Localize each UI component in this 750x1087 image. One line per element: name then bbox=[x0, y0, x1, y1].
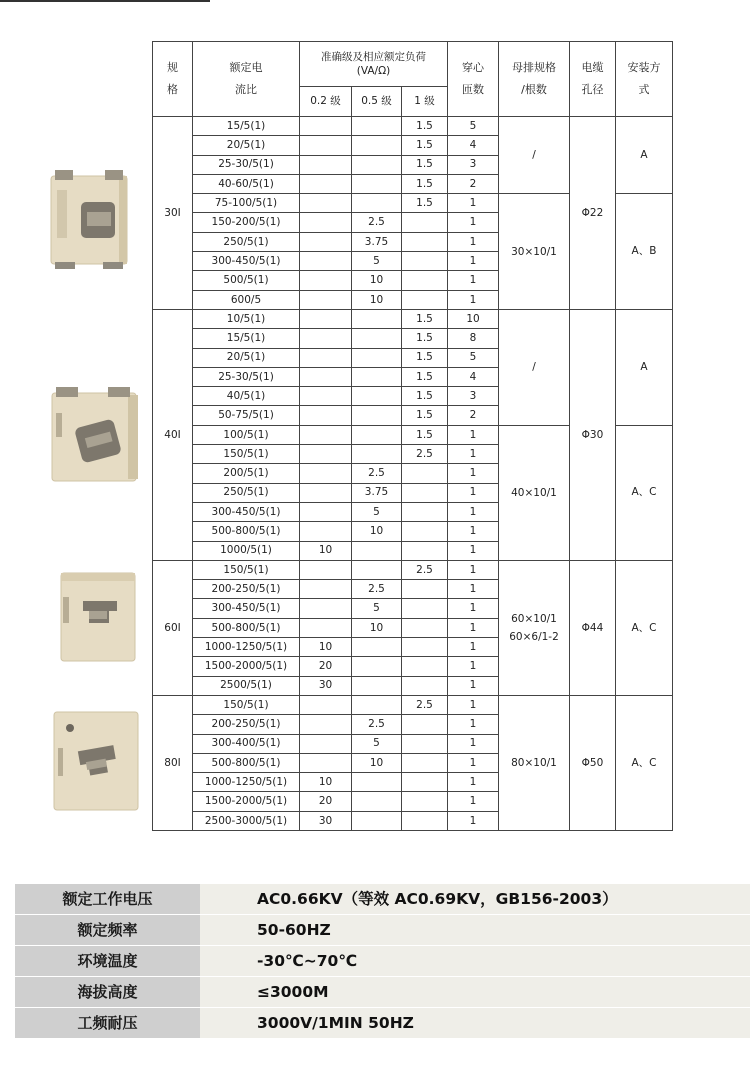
param-label: 额定工作电压 bbox=[15, 884, 200, 914]
ratio-cell: 250/5(1) bbox=[193, 483, 300, 502]
class-1-cell: 1.5 bbox=[402, 174, 448, 193]
ratio-cell: 500-800/5(1) bbox=[193, 753, 300, 772]
ratio-cell: 300-450/5(1) bbox=[193, 252, 300, 271]
ratio-cell: 500-800/5(1) bbox=[193, 522, 300, 541]
class-05-cell bbox=[352, 155, 402, 174]
class-05-cell bbox=[352, 425, 402, 444]
param-label: 海拔高度 bbox=[15, 977, 200, 1007]
turns-cell: 1 bbox=[448, 541, 499, 560]
header-spec: 规 格 bbox=[153, 42, 193, 117]
param-value: 3000V/1MIN 50HZ bbox=[200, 1008, 750, 1038]
ratio-cell: 600/5 bbox=[193, 290, 300, 309]
ratio-cell: 150/5(1) bbox=[193, 695, 300, 714]
param-row bbox=[15, 976, 750, 1007]
header-turns: 穿心 匝数 bbox=[448, 42, 499, 117]
turns-cell: 1 bbox=[448, 252, 499, 271]
param-value: -30℃~70℃ bbox=[200, 946, 750, 976]
ratio-cell: 100/5(1) bbox=[193, 425, 300, 444]
class-1-cell bbox=[402, 676, 448, 695]
ratio-cell: 150/5(1) bbox=[193, 445, 300, 464]
top-rule bbox=[0, 0, 210, 2]
class-05-cell: 3.75 bbox=[352, 232, 402, 251]
turns-cell: 5 bbox=[448, 348, 499, 367]
header-accuracy: 准确级及相应额定负荷 (VA/Ω) bbox=[300, 42, 448, 87]
spec-table bbox=[152, 41, 673, 831]
install-cell: A、C bbox=[616, 425, 673, 560]
turns-cell: 4 bbox=[448, 136, 499, 155]
ratio-cell: 10/5(1) bbox=[193, 309, 300, 328]
class-05-cell: 10 bbox=[352, 290, 402, 309]
class-05-cell bbox=[352, 657, 402, 676]
turns-cell: 1 bbox=[448, 232, 499, 251]
turns-cell: 1 bbox=[448, 445, 499, 464]
class-1-cell bbox=[402, 464, 448, 483]
turns-cell: 5 bbox=[448, 117, 499, 136]
turns-cell: 3 bbox=[448, 155, 499, 174]
class-05-cell bbox=[352, 329, 402, 348]
param-label: 工频耐压 bbox=[15, 1008, 200, 1038]
class-02-cell bbox=[300, 174, 352, 193]
class-05-cell: 10 bbox=[352, 618, 402, 637]
class-02-cell bbox=[300, 406, 352, 425]
class-05-cell: 10 bbox=[352, 522, 402, 541]
model-cell: 40I bbox=[153, 309, 193, 560]
parameter-panel bbox=[15, 883, 750, 1031]
install-cell: A bbox=[616, 309, 673, 425]
model-cell: 30I bbox=[153, 117, 193, 310]
table-row bbox=[153, 117, 673, 136]
ratio-cell: 250/5(1) bbox=[193, 232, 300, 251]
param-row bbox=[15, 914, 750, 945]
class-05-cell: 2.5 bbox=[352, 464, 402, 483]
product-image-80i bbox=[50, 708, 142, 814]
class-05-cell bbox=[352, 194, 402, 213]
class-02-cell bbox=[300, 734, 352, 753]
class-02-cell bbox=[300, 753, 352, 772]
ratio-cell: 300-450/5(1) bbox=[193, 502, 300, 521]
class-05-cell bbox=[352, 695, 402, 714]
turns-cell: 3 bbox=[448, 387, 499, 406]
cable-cell: Φ50 bbox=[570, 695, 616, 830]
turns-cell: 1 bbox=[448, 213, 499, 232]
turns-cell: 1 bbox=[448, 792, 499, 811]
busbar-cell: 80×10/1 bbox=[499, 695, 570, 830]
turns-cell: 4 bbox=[448, 367, 499, 386]
ratio-cell: 50-75/5(1) bbox=[193, 406, 300, 425]
class-02-cell bbox=[300, 329, 352, 348]
header-install: 安装方 式 bbox=[616, 42, 673, 117]
class-02-cell bbox=[300, 695, 352, 714]
class-1-cell bbox=[402, 522, 448, 541]
product-image-40i bbox=[48, 385, 146, 487]
turns-cell: 1 bbox=[448, 560, 499, 579]
product-image-30i bbox=[45, 168, 135, 273]
turns-cell: 1 bbox=[448, 753, 499, 772]
class-1-cell bbox=[402, 252, 448, 271]
ratio-cell: 15/5(1) bbox=[193, 329, 300, 348]
class-02-cell: 10 bbox=[300, 773, 352, 792]
class-02-cell bbox=[300, 445, 352, 464]
ratio-cell: 300-450/5(1) bbox=[193, 599, 300, 618]
table-row bbox=[153, 560, 673, 579]
class-1-cell bbox=[402, 773, 448, 792]
class-1-cell bbox=[402, 811, 448, 830]
class-05-cell bbox=[352, 638, 402, 657]
class-1-cell bbox=[402, 580, 448, 599]
class-1-cell bbox=[402, 715, 448, 734]
class-02-cell bbox=[300, 464, 352, 483]
class-05-cell bbox=[352, 792, 402, 811]
ratio-cell: 1000/5(1) bbox=[193, 541, 300, 560]
ratio-cell: 75-100/5(1) bbox=[193, 194, 300, 213]
ratio-cell: 2500/5(1) bbox=[193, 676, 300, 695]
class-02-cell bbox=[300, 309, 352, 328]
class-1-cell: 1.5 bbox=[402, 194, 448, 213]
class-02-cell bbox=[300, 367, 352, 386]
class-1-cell bbox=[402, 271, 448, 290]
class-1-cell bbox=[402, 734, 448, 753]
class-1-cell bbox=[402, 483, 448, 502]
busbar-cell: 40×10/1 bbox=[499, 425, 570, 560]
ratio-cell: 500-800/5(1) bbox=[193, 618, 300, 637]
turns-cell: 1 bbox=[448, 194, 499, 213]
class-1-cell bbox=[402, 638, 448, 657]
ratio-cell: 40-60/5(1) bbox=[193, 174, 300, 193]
class-02-cell: 30 bbox=[300, 676, 352, 695]
class-1-cell bbox=[402, 792, 448, 811]
class-02-cell bbox=[300, 618, 352, 637]
class-05-cell: 5 bbox=[352, 502, 402, 521]
class-05-cell: 3.75 bbox=[352, 483, 402, 502]
class-02-cell: 20 bbox=[300, 792, 352, 811]
busbar-cell: / bbox=[499, 309, 570, 425]
turns-cell: 1 bbox=[448, 638, 499, 657]
param-label: 环境温度 bbox=[15, 946, 200, 976]
busbar-cell: 60×10/1 60×6/1-2 bbox=[499, 560, 570, 695]
class-02-cell: 30 bbox=[300, 811, 352, 830]
class-05-cell bbox=[352, 445, 402, 464]
header-class-05: 0.5 级 bbox=[352, 87, 402, 117]
class-05-cell: 5 bbox=[352, 734, 402, 753]
class-02-cell bbox=[300, 271, 352, 290]
turns-cell: 1 bbox=[448, 290, 499, 309]
class-1-cell: 1.5 bbox=[402, 348, 448, 367]
ratio-cell: 500/5(1) bbox=[193, 271, 300, 290]
install-cell: A、C bbox=[616, 695, 673, 830]
ratio-cell: 200/5(1) bbox=[193, 464, 300, 483]
class-1-cell bbox=[402, 618, 448, 637]
turns-cell: 1 bbox=[448, 618, 499, 637]
ratio-cell: 1000-1250/5(1) bbox=[193, 638, 300, 657]
class-1-cell: 1.5 bbox=[402, 406, 448, 425]
class-02-cell bbox=[300, 194, 352, 213]
turns-cell: 1 bbox=[448, 483, 499, 502]
class-05-cell bbox=[352, 811, 402, 830]
turns-cell: 1 bbox=[448, 522, 499, 541]
class-1-cell bbox=[402, 290, 448, 309]
class-1-cell bbox=[402, 657, 448, 676]
class-1-cell: 1.5 bbox=[402, 425, 448, 444]
ratio-cell: 15/5(1) bbox=[193, 117, 300, 136]
class-02-cell bbox=[300, 502, 352, 521]
class-1-cell bbox=[402, 502, 448, 521]
install-cell: A、C bbox=[616, 560, 673, 695]
class-02-cell bbox=[300, 387, 352, 406]
ratio-cell: 20/5(1) bbox=[193, 348, 300, 367]
ratio-cell: 1500-2000/5(1) bbox=[193, 792, 300, 811]
turns-cell: 1 bbox=[448, 715, 499, 734]
header-class-1: 1 级 bbox=[402, 87, 448, 117]
turns-cell: 1 bbox=[448, 657, 499, 676]
ratio-cell: 1000-1250/5(1) bbox=[193, 773, 300, 792]
class-02-cell bbox=[300, 522, 352, 541]
product-image-60i bbox=[55, 567, 140, 665]
turns-cell: 1 bbox=[448, 271, 499, 290]
ratio-cell: 25-30/5(1) bbox=[193, 155, 300, 174]
ratio-cell: 150-200/5(1) bbox=[193, 213, 300, 232]
class-05-cell bbox=[352, 541, 402, 560]
class-02-cell bbox=[300, 425, 352, 444]
class-05-cell bbox=[352, 387, 402, 406]
class-1-cell bbox=[402, 599, 448, 618]
ratio-cell: 1500-2000/5(1) bbox=[193, 657, 300, 676]
turns-cell: 1 bbox=[448, 676, 499, 695]
class-05-cell: 10 bbox=[352, 753, 402, 772]
class-1-cell bbox=[402, 232, 448, 251]
class-05-cell: 5 bbox=[352, 252, 402, 271]
class-05-cell: 5 bbox=[352, 599, 402, 618]
class-1-cell bbox=[402, 541, 448, 560]
class-05-cell: 2.5 bbox=[352, 580, 402, 599]
class-1-cell: 1.5 bbox=[402, 155, 448, 174]
class-05-cell bbox=[352, 136, 402, 155]
class-1-cell: 1.5 bbox=[402, 329, 448, 348]
class-02-cell bbox=[300, 155, 352, 174]
turns-cell: 2 bbox=[448, 406, 499, 425]
turns-cell: 10 bbox=[448, 309, 499, 328]
busbar-cell: / bbox=[499, 117, 570, 194]
model-cell: 80I bbox=[153, 695, 193, 830]
turns-cell: 1 bbox=[448, 502, 499, 521]
install-cell: A bbox=[616, 117, 673, 194]
class-02-cell bbox=[300, 117, 352, 136]
param-value: 50-60HZ bbox=[200, 915, 750, 945]
class-05-cell bbox=[352, 676, 402, 695]
class-1-cell: 1.5 bbox=[402, 367, 448, 386]
param-row bbox=[15, 1007, 750, 1038]
cable-cell: Φ22 bbox=[570, 117, 616, 310]
class-02-cell bbox=[300, 232, 352, 251]
turns-cell: 1 bbox=[448, 599, 499, 618]
class-05-cell: 2.5 bbox=[352, 715, 402, 734]
ratio-cell: 300-400/5(1) bbox=[193, 734, 300, 753]
table-row bbox=[153, 309, 673, 328]
ratio-cell: 40/5(1) bbox=[193, 387, 300, 406]
class-02-cell bbox=[300, 580, 352, 599]
turns-cell: 1 bbox=[448, 695, 499, 714]
turns-cell: 1 bbox=[448, 811, 499, 830]
class-02-cell: 20 bbox=[300, 657, 352, 676]
class-02-cell bbox=[300, 348, 352, 367]
class-05-cell bbox=[352, 117, 402, 136]
class-02-cell bbox=[300, 715, 352, 734]
ratio-cell: 200-250/5(1) bbox=[193, 715, 300, 734]
class-02-cell bbox=[300, 560, 352, 579]
class-1-cell: 2.5 bbox=[402, 695, 448, 714]
cable-cell: Φ44 bbox=[570, 560, 616, 695]
class-05-cell: 2.5 bbox=[352, 213, 402, 232]
ratio-cell: 150/5(1) bbox=[193, 560, 300, 579]
model-cell: 60I bbox=[153, 560, 193, 695]
class-02-cell bbox=[300, 599, 352, 618]
class-05-cell bbox=[352, 309, 402, 328]
param-value: ≤3000M bbox=[200, 977, 750, 1007]
ratio-cell: 2500-3000/5(1) bbox=[193, 811, 300, 830]
param-row bbox=[15, 945, 750, 976]
turns-cell: 8 bbox=[448, 329, 499, 348]
param-value: AC0.66KV（等效 AC0.69KV，GB156-2003） bbox=[200, 884, 750, 914]
class-05-cell bbox=[352, 773, 402, 792]
class-02-cell bbox=[300, 136, 352, 155]
header-cable: 电缆 孔径 bbox=[570, 42, 616, 117]
class-05-cell bbox=[352, 367, 402, 386]
class-02-cell bbox=[300, 483, 352, 502]
header-busbar: 母排规格 /根数 bbox=[499, 42, 570, 117]
table-row bbox=[153, 695, 673, 714]
class-02-cell bbox=[300, 290, 352, 309]
ratio-cell: 200-250/5(1) bbox=[193, 580, 300, 599]
class-02-cell bbox=[300, 213, 352, 232]
class-1-cell: 2.5 bbox=[402, 560, 448, 579]
header-class-02: 0.2 级 bbox=[300, 87, 352, 117]
install-cell: A、B bbox=[616, 194, 673, 310]
class-1-cell: 1.5 bbox=[402, 309, 448, 328]
class-02-cell bbox=[300, 252, 352, 271]
turns-cell: 1 bbox=[448, 464, 499, 483]
class-05-cell: 10 bbox=[352, 271, 402, 290]
class-05-cell bbox=[352, 348, 402, 367]
turns-cell: 1 bbox=[448, 734, 499, 753]
class-1-cell bbox=[402, 213, 448, 232]
class-1-cell: 2.5 bbox=[402, 445, 448, 464]
class-1-cell bbox=[402, 753, 448, 772]
turns-cell: 1 bbox=[448, 580, 499, 599]
cable-cell: Φ30 bbox=[570, 309, 616, 560]
turns-cell: 2 bbox=[448, 174, 499, 193]
class-05-cell bbox=[352, 174, 402, 193]
param-label: 额定频率 bbox=[15, 915, 200, 945]
busbar-cell: 30×10/1 bbox=[499, 194, 570, 310]
class-1-cell: 1.5 bbox=[402, 136, 448, 155]
class-1-cell: 1.5 bbox=[402, 387, 448, 406]
class-02-cell: 10 bbox=[300, 541, 352, 560]
header-ratio: 额定电 流比 bbox=[193, 42, 300, 117]
class-02-cell: 10 bbox=[300, 638, 352, 657]
ratio-cell: 25-30/5(1) bbox=[193, 367, 300, 386]
ratio-cell: 20/5(1) bbox=[193, 136, 300, 155]
class-1-cell: 1.5 bbox=[402, 117, 448, 136]
class-05-cell bbox=[352, 560, 402, 579]
spec-table-body bbox=[153, 117, 673, 831]
param-row bbox=[15, 883, 750, 914]
turns-cell: 1 bbox=[448, 773, 499, 792]
class-05-cell bbox=[352, 406, 402, 425]
turns-cell: 1 bbox=[448, 425, 499, 444]
